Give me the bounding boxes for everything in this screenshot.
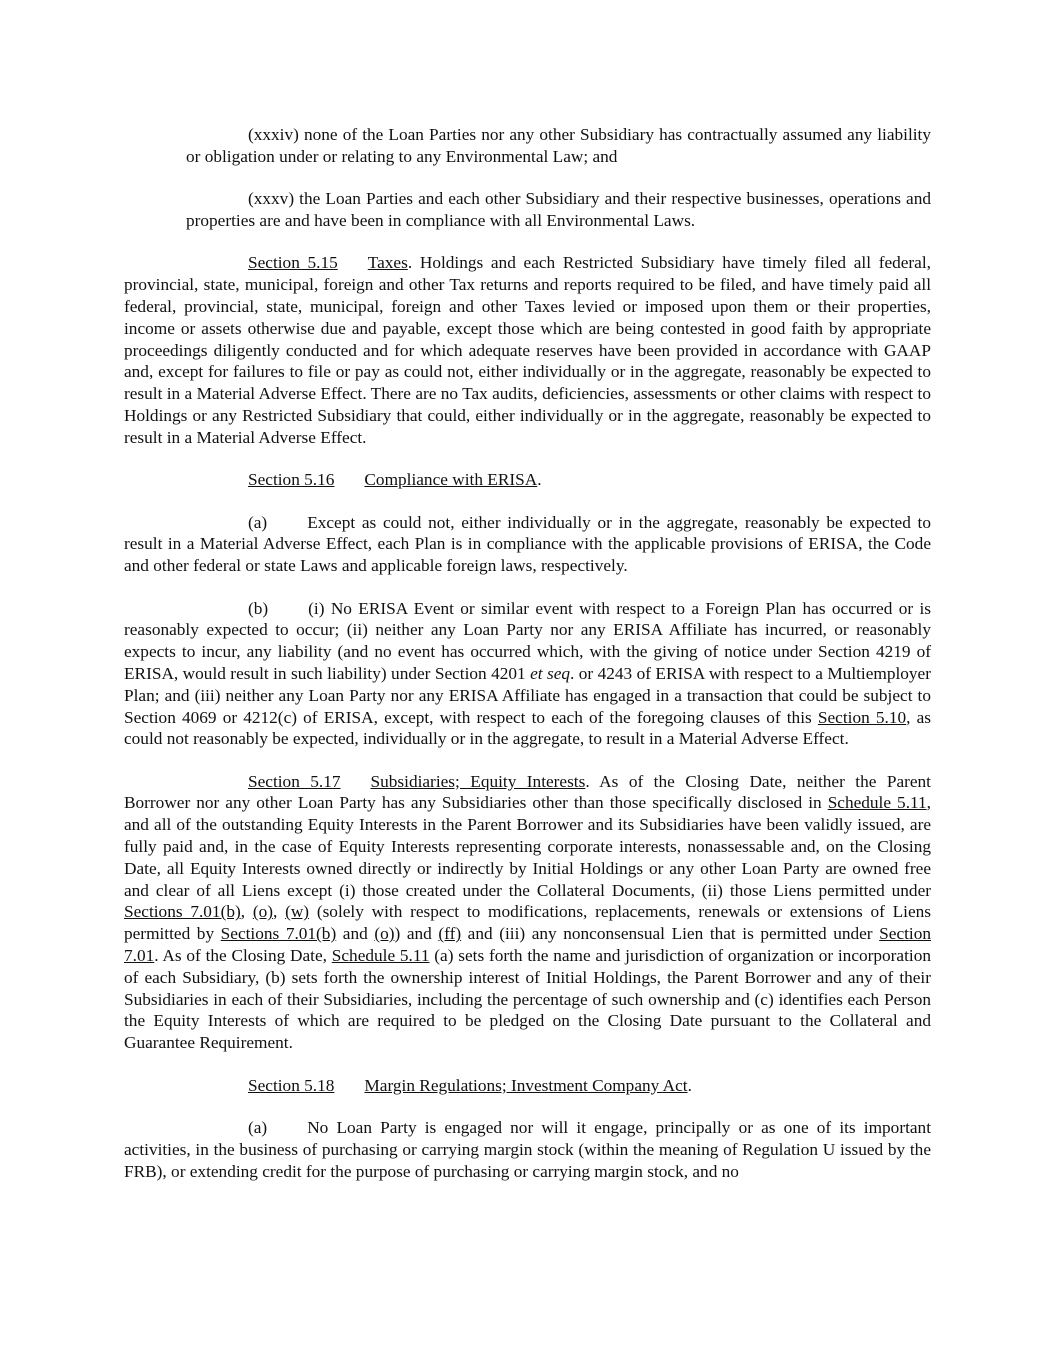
section-5-16-heading [248,470,537,489]
clause-xxxv: (xxxv) the Loan Parties and each other Subsidiary and their respective businesses, operations and properties are and have been in compliance with all Environmental Laws. [186,189,931,230]
section-5-16-a-text: Except as could not, either individually or in the aggregate, reasonably be expected to result in a Material Adverse Effect, each Plan is in compliance with the applicable provisions of ERISA, the Code and other federal or state Laws and applicable foreign laws, respectively. [124,512,931,576]
section-5-16-a [124,512,931,577]
sections-7-01-b-reference-2: Sections 7.01(b) [220,924,337,944]
sections-7-01-b-reference: Sections 7.01(b) [124,902,241,922]
clause-o-reference-2: (o) [374,924,395,944]
section-5-17-heading [248,772,585,791]
section-5-18-a-label: (a) [248,1118,268,1138]
section-5-15-number: Section 5.15 [248,253,338,273]
clause-ff-reference: (ff) [438,924,462,944]
document-page [124,124,931,1203]
section-7-01-reference: Section 7.01 [124,924,931,966]
section-5-18-title: Margin Regulations; Investment Company Act [364,1075,688,1095]
section-5-15 [124,252,931,448]
section-5-18-a-text: No Loan Party is engaged nor will it engage, principally or as one of its important activities, in the business of purchasing or carrying margin stock (within the meaning of Regulation U issued by the FRB), or extending credit for the purpose of purchasing or carrying margin stock, and no [124,1118,931,1181]
clause-o-reference: (o) [252,902,273,922]
section-5-17-title: Subsidiaries; Equity Interests [370,771,586,791]
section-5-15-title: Taxes [367,253,408,273]
section-5-18-heading [248,1076,688,1095]
section-5-17: Section 5.17 Subsidiaries; Equity Interests. As of the Closing Date, neither the Parent Borrower nor any other Loan Party has any Subsidiaries other than those specifically disclosed in Schedule 5.11, and all of the outstanding Equity Interests in the Parent Borrower and its Subsidiaries have been validly issued, are fully paid and, in the case of Equity Interests representing corporate interests, nonassessable and, on the Closing Date, all Equity Interests owned directly or indirectly by Initial Holdings or any other Loan Party are owned free and clear of all Liens except (i) those created under the Collateral Documents, (ii) those Liens permitted under Sections 7.01(b), (o), (w) (solely with respect to modifications, replacements, renewals or extensions of Liens permitted by Sections 7.01(b) and (o)) and (ff) and (iii) any nonconsensual Lien that is permitted under Section 7.01. As of the Closing Date, Schedule 5.11 (a) sets forth the name and jurisdiction of organization or incorporation of each Subsidiary, (b) sets forth the ownership interest of Initial Holdings, the Parent Borrower and any of their Subsidiaries in each of their Subsidiaries, including the percentage of such ownership and (c) identifies each Person the Equity Interests of which are required to be pledged on the Closing Date pursuant to the Collateral and Guarantee Requirement. [124,771,931,1053]
section-5-15-heading [248,253,408,272]
section-5-15-body: . Holdings and each Restricted Subsidiary have timely filed all federal, provincial, state, municipal, foreign and other Tax returns and reports required to be filed, and have timely paid all federal, provincial, state, municipal, foreign and other Taxes levied or imposed upon them or their properties, income or assets otherwise due and payable, except those which are being contested in good faith by appropriate proceedings diligently conducted and for which adequate reserves have been provided in accordance with GAAP and, except for failures to file or pay as could not, either individually or in the aggregate, reasonably be expected to result in a Material Adverse Effect. There are no Tax audits, deficiencies, assessments or other claims with respect to Holdings or any Restricted Subsidiary that could, either individually or in the aggregate, reasonably be expected to result in a Material Adverse Effect. [124,253,931,447]
section-5-18-heading-line: Section 5.18 Margin Regulations; Investment Company Act. [248,1075,692,1095]
section-5-10-reference: Section 5.10 [817,707,907,727]
section-5-18-number: Section 5.18 [248,1075,335,1095]
clause-w-reference: (w) [285,902,310,922]
section-5-16-number: Section 5.16 [248,470,335,490]
section-5-16-b: (b) (i) No ERISA Event or similar event with respect to a Foreign Plan has occurred or is reasonably expected to occur; (ii) neither any Loan Party nor any ERISA Affiliate has incurred, or reasonably expects to incur, any liability (and no event has occurred which, with the giving of notice under Section 4219 of ERISA, would result in such liability) under Section 4201 et seq. or 4243 of ERISA with respect to a Multiemployer Plan; and (iii) neither any Loan Party nor any ERISA Affiliate has engaged in a transaction that could be subject to Section 4069 or 4212(c) of ERISA, except, with respect to each of the foregoing clauses of this Section 5.10, as could not reasonably be expected, individually or in the aggregate, to result in a Material Adverse Effect. [124,598,931,749]
schedule-5-11-reference-2: Schedule 5.11 [331,946,430,966]
section-5-16-title: Compliance with ERISA [364,470,538,490]
section-5-16-b-label: (b) [248,598,269,618]
section-5-17-number: Section 5.17 [248,771,341,791]
section-5-16-heading-line: Section 5.16 Compliance with ERISA. [248,470,542,490]
clause-xxxiv: (xxxiv) none of the Loan Parties nor any other Subsidiary has contractually assumed any liability or obligation under or relating to any Environmental Law; and [186,125,931,166]
section-5-18-a [124,1117,931,1182]
section-5-16-a-label: (a) [248,512,268,532]
schedule-5-11-reference: Schedule 5.11 [827,793,927,813]
